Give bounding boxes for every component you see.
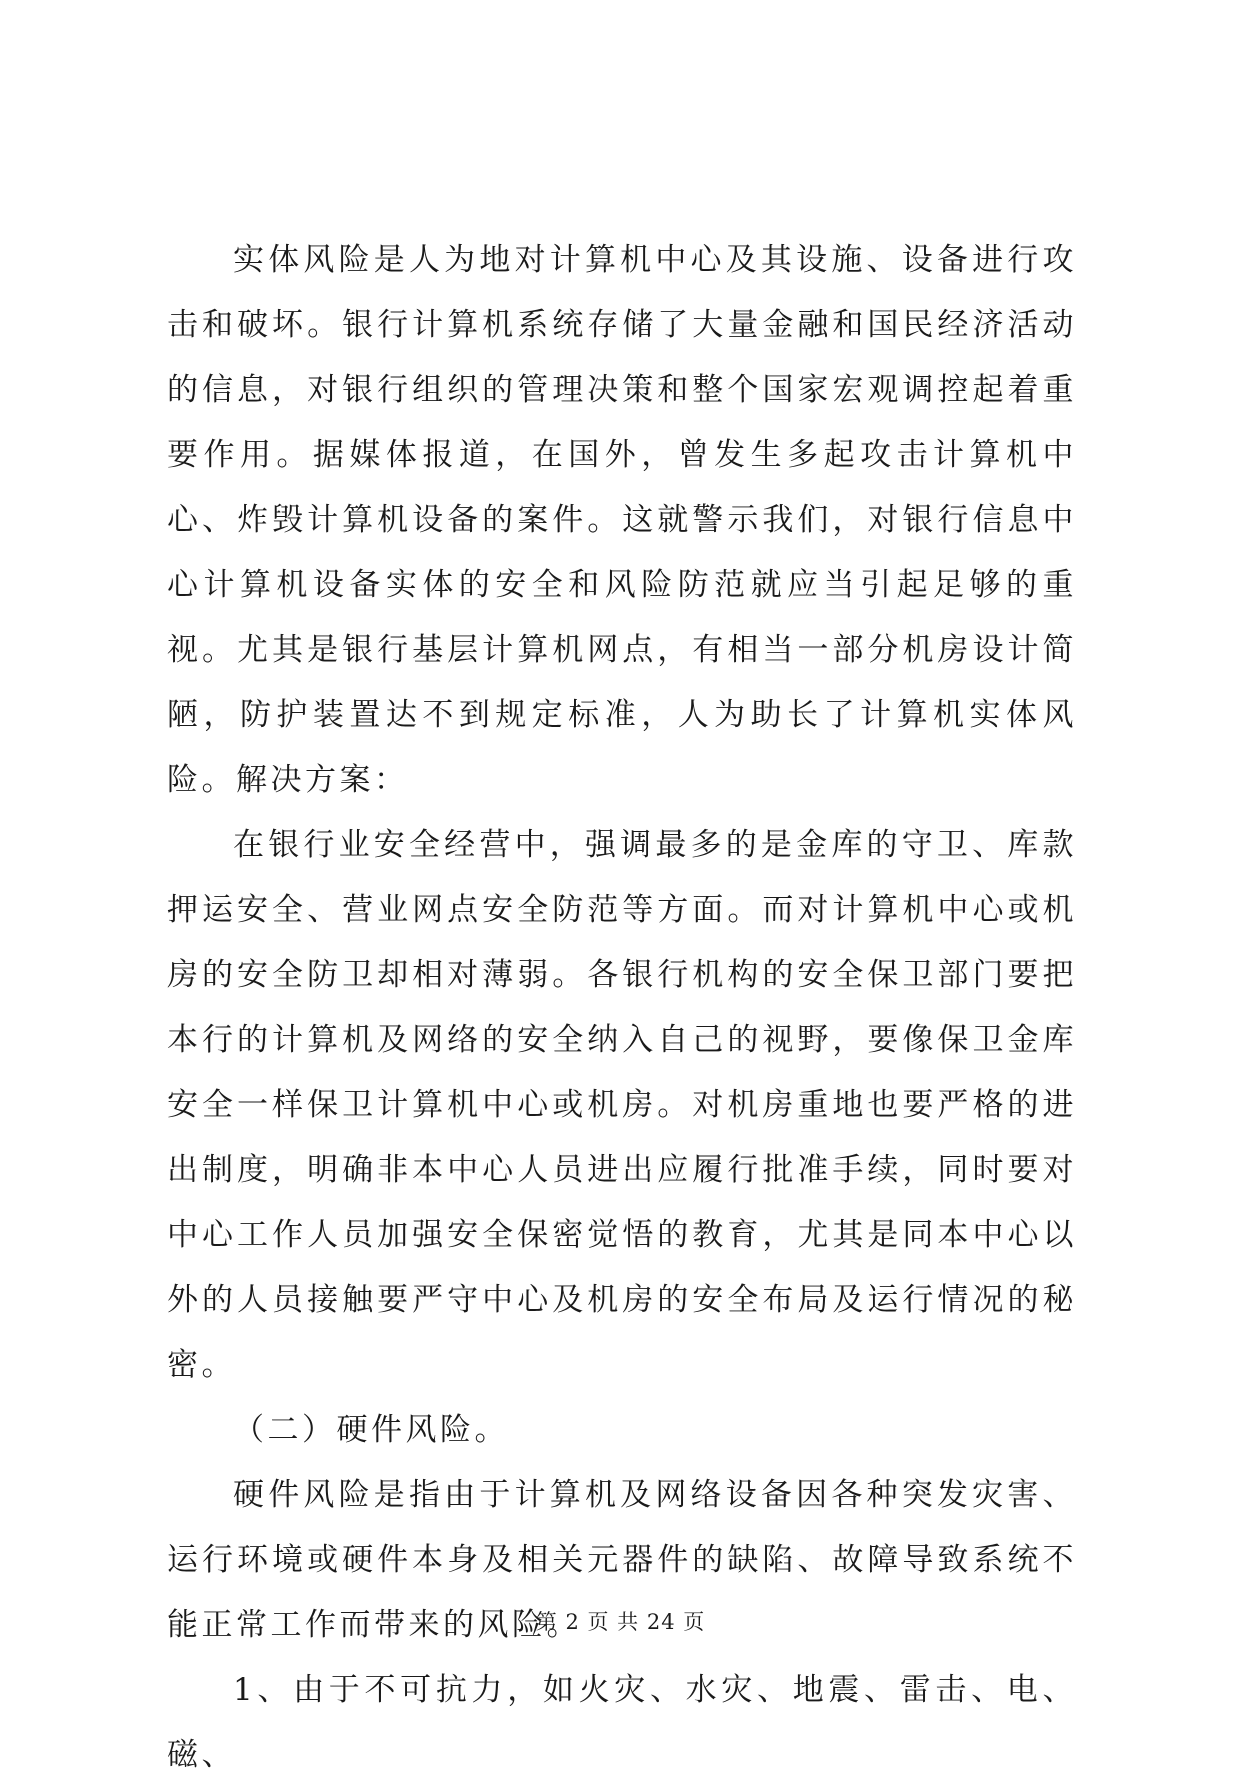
paragraph-bank-security: 在银行业安全经营中，强调最多的是金库的守卫、库款押运安全、营业网点安全防范等方面。而对计算机中心或机房的安全防卫却相对薄弱。各银行机构的安全保卫部门要把本行的计算机及网络的安全纳入自己的视野，要像保卫金库安全一样保卫计算机中心或机房。对机房重地也要严格的进出制度，明确非本中心人员进出应履行批准手续，同时要对中心工作人员加强安全保密觉悟的教育，尤其是同本中心以外的人员接触要严守中心及机房的安全布局及运行情况的秘密。 [167,827,1077,1383]
paragraph-force-majeure: 1、由于不可抗力，如火灾、水灾、地震、雷击、电、磁、 [167,1672,1077,1773]
document-body [167,228,1077,1788]
paragraph-hardware-risk-definition: 硬件风险是指由于计算机及网络设备因各种突发灾害、运行环境或硬件本身及相关元器件的缺陷、故障导致系统不能正常工作而带来的风险。 [167,1477,1077,1643]
paragraph-physical-risk: 实体风险是人为地对计算机中心及其设施、设备进行攻击和破坏。银行计算机系统存储了大量金融和国民经济活动的信息，对银行组织的管理决策和整个国家宏观调控起着重要作用。据媒体报道，在国外，曾发生多起攻击计算机中心、炸毁计算机设备的案件。这就警示我们，对银行信息中心计算机设备实体的安全和风险防范就应当引起足够的重视。尤其是银行基层计算机网点，有相当一部分机房设计简陋，防护装置达不到规定标准，人为助长了计算机实体风险。解决方案： [167,242,1077,798]
page-footer: 第 2 页 共 24 页 [535,1610,706,1634]
section-heading-hardware-risk: （二）硬件风险。 [233,1412,509,1448]
